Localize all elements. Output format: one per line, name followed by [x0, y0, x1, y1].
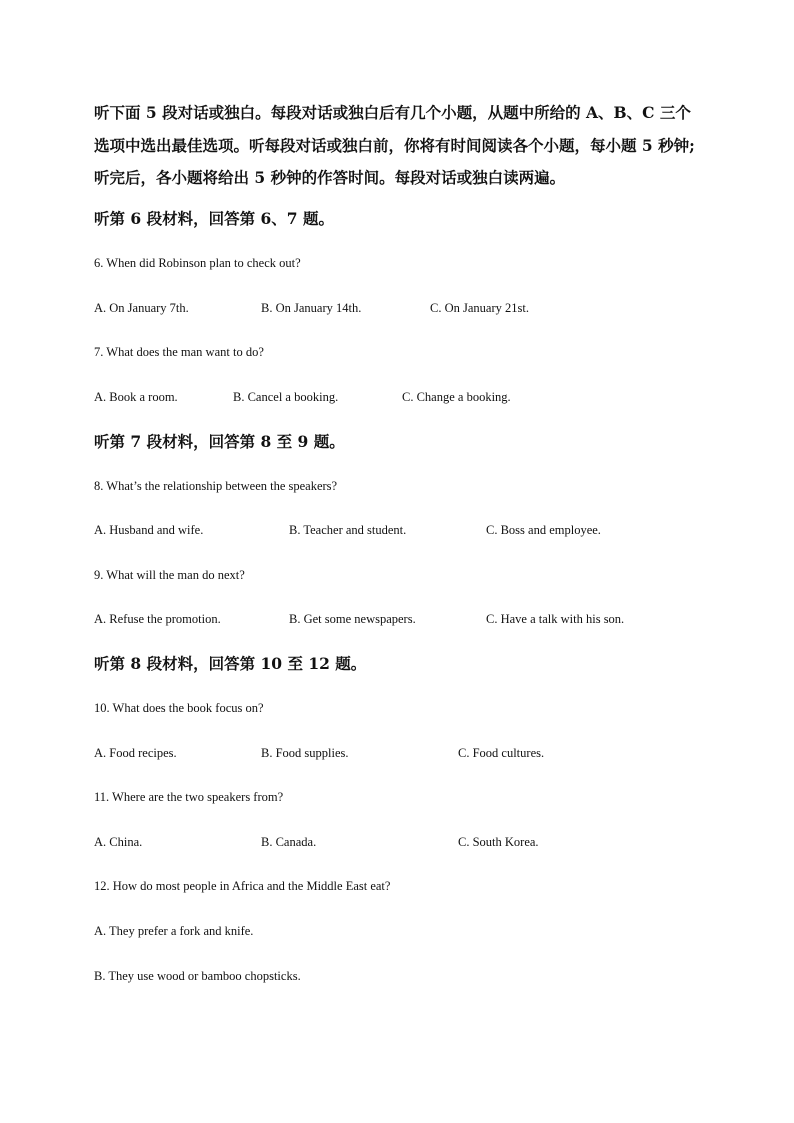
instructions-line-2: 选项中选出最佳选项。听每段对话或独白前，你将有时间阅读各个小题，每小题 5 秒钟; [94, 135, 695, 155]
question-8-option-a: A. Husband and wife. [94, 523, 204, 537]
question-9-option-c: C. Have a talk with his son. [486, 612, 625, 626]
section-heading-7: 听第 7 段材料，回答第 8 至 9 题。 [94, 432, 345, 451]
listening-instructions [94, 97, 714, 195]
question-12-option-b: B. They use wood or bamboo chopsticks. [94, 969, 301, 983]
question-9-option-b: B. Get some newspapers. [289, 612, 416, 626]
question-7-option-c: C. Change a booking. [402, 390, 511, 404]
section-heading-6: 听第 6 段材料，回答第 6、7 题。 [94, 209, 334, 228]
question-12-option-a: A. They prefer a fork and knife. [94, 924, 254, 938]
question-11-option-b: B. Canada. [261, 835, 317, 849]
question-9: 9. What will the man do next? [94, 568, 245, 582]
question-11-option-a: A. China. [94, 835, 143, 849]
question-8: 8. What’s the relationship between the speakers? [94, 479, 338, 493]
question-10: 10. What does the book focus on? [94, 701, 264, 715]
question-11: 11. Where are the two speakers from? [94, 790, 284, 804]
section-heading-8: 听第 8 段材料，回答第 10 至 12 题。 [94, 654, 367, 673]
instructions-line-1: 听下面 5 段对话或独白。每段对话或独白后有几个小题，从题中所给的 A、B、C 三个 [94, 103, 691, 122]
instructions-line-3: 听完后，各小题将给出 5 秒钟的作答时间。每段对话或独白读两遍。 [94, 168, 566, 187]
question-6-option-b: B. On January 14th. [261, 301, 362, 315]
question-11-option-c: C. South Korea. [458, 835, 539, 849]
question-7-option-b: B. Cancel a booking. [233, 390, 339, 404]
question-7: 7. What does the man want to do? [94, 345, 264, 359]
question-6: 6. When did Robinson plan to check out? [94, 256, 301, 270]
question-8-option-b: B. Teacher and student. [289, 523, 407, 537]
question-12: 12. How do most people in Africa and the Middle East eat? [94, 879, 391, 893]
question-6-option-c: C. On January 21st. [430, 301, 529, 315]
question-8-option-c: C. Boss and employee. [486, 523, 601, 537]
question-10-option-b: B. Food supplies. [261, 746, 349, 760]
question-9-option-a: A. Refuse the promotion. [94, 612, 221, 626]
question-6-option-a: A. On January 7th. [94, 301, 189, 315]
question-7-option-a: A. Book a room. [94, 390, 178, 404]
question-10-option-c: C. Food cultures. [458, 746, 545, 760]
question-10-option-a: A. Food recipes. [94, 746, 177, 760]
